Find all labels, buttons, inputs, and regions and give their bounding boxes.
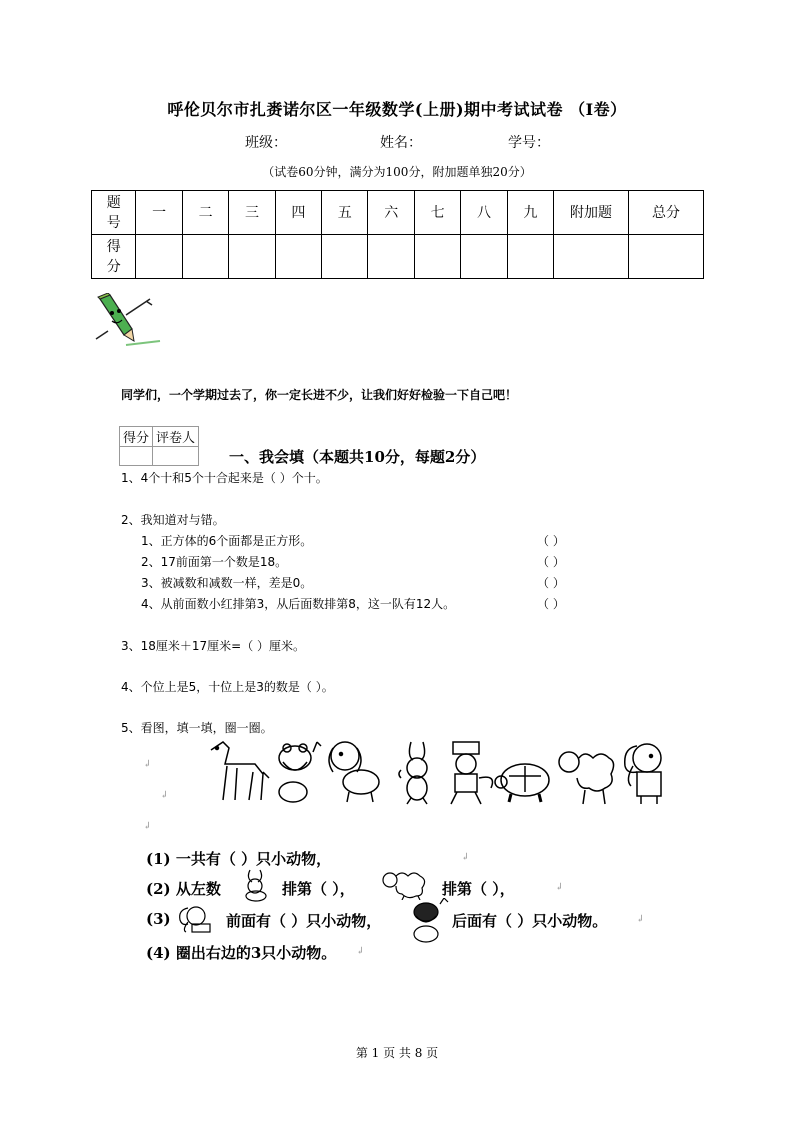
score-cell[interactable] (322, 235, 368, 279)
tf-answer-blank[interactable]: （ ） (537, 597, 565, 611)
score-cell[interactable] (629, 235, 704, 279)
dog-icon (329, 742, 379, 802)
tf-answer-blank[interactable]: （ ） (537, 555, 565, 569)
tf-item: 2、17前面第一个数是18。 (141, 555, 288, 569)
tf-item: 1、正方体的6个面都是正方形。 (141, 534, 313, 548)
question-5-sub-3b: 前面有（ ）只小动物， (226, 912, 382, 930)
score-cell[interactable] (414, 235, 460, 279)
return-mark-icon: ↲ (143, 821, 152, 832)
return-mark-icon: ↲ (555, 882, 564, 893)
score-cell[interactable] (229, 235, 275, 279)
question-5: 5、看图，填一填，圈一圈。 (121, 721, 273, 735)
score-cell[interactable] (275, 235, 321, 279)
page-title: 呼伦贝尔市扎赉诺尔区一年级数学(上册)期中考试试卷 （I卷） (167, 100, 627, 119)
score-table (91, 190, 704, 279)
column-header: 八 (461, 191, 507, 235)
tf-item: 4、从前面数小红排第3，从后面数排第8，这一队有12人。 (141, 597, 456, 611)
column-header: 二 (182, 191, 228, 235)
return-mark-icon: ↲ (143, 759, 152, 770)
grader-score-label: 得分 (120, 427, 153, 447)
question-5-sub-1: (1) 一共有（ ）只小动物， (146, 850, 332, 868)
question-5-sub-2c: 排第（ ）， (442, 880, 515, 898)
score-table-header-row (92, 191, 704, 235)
class-label: 班级： (245, 135, 287, 151)
question-5-sub-3a: (3) (146, 910, 171, 928)
question-5-sub-3c: 后面有（ ）只小动物。 (452, 912, 608, 930)
elephant-icon (625, 744, 661, 804)
row-label-question: 题 号 (92, 191, 136, 235)
return-mark-icon: ↲ (356, 946, 365, 957)
column-header: 一 (136, 191, 182, 235)
column-header: 六 (368, 191, 414, 235)
grader-score-cell[interactable] (120, 447, 153, 466)
pencil-mascot-icon (88, 293, 163, 351)
intro-text: 同学们，一个学期过去了，你一定长进不少，让我们好好检验一下自己吧！ (121, 388, 518, 402)
monkey-icon (451, 742, 493, 804)
question-3: 3、18厘米＋17厘米=（ ）厘米。 (121, 639, 306, 653)
question-5-sub-2b: 排第（ ）， (282, 880, 355, 898)
column-header: 总分 (629, 191, 704, 235)
animal-row (203, 738, 673, 808)
question-2: 2、我知道对与错。 (121, 513, 225, 527)
column-header: 七 (414, 191, 460, 235)
page-footer: 第 1 页 共 8 页 (355, 1046, 439, 1060)
question-4: 4、个位上是5，十位上是3的数是（ ）。 (121, 680, 334, 694)
row-label-score: 得 分 (92, 235, 136, 279)
question-5-sub-4: (4) 圈出右边的3只小动物。 (146, 944, 337, 962)
sheep-icon (559, 752, 614, 804)
name-label: 姓名： (380, 135, 422, 151)
elephant-icon (176, 902, 220, 934)
return-mark-icon: ↲ (636, 914, 645, 925)
score-cell[interactable] (461, 235, 507, 279)
column-header: 附加题 (554, 191, 629, 235)
sheep-icon (380, 866, 432, 900)
id-label: 学号： (508, 135, 550, 151)
score-cell[interactable] (507, 235, 553, 279)
column-header: 三 (229, 191, 275, 235)
question-1: 1、4个十和5个十合起来是（ ）个十。 (121, 471, 328, 485)
grader-name-cell[interactable] (153, 447, 199, 466)
tf-item: 3、被减数和减数一样，差是0。 (141, 576, 313, 590)
return-mark-icon: ↲ (461, 852, 470, 863)
score-cell[interactable] (554, 235, 629, 279)
rabbit-icon (236, 868, 276, 902)
tf-answer-blank[interactable]: （ ） (537, 534, 565, 548)
grader-box (119, 426, 199, 466)
grader-name-label: 评卷人 (153, 427, 199, 447)
column-header: 五 (322, 191, 368, 235)
return-mark-icon: ↲ (160, 790, 169, 801)
column-header: 九 (507, 191, 553, 235)
question-5-sub-2a: (2) 从左数 (146, 880, 221, 898)
frog-icon (404, 898, 450, 944)
horse-icon (211, 742, 269, 800)
tf-answer-blank[interactable]: （ ） (537, 576, 565, 590)
column-header: 四 (275, 191, 321, 235)
turtle-icon (495, 764, 549, 802)
section-title: 一、我会填（本题共10分，每题2分） (229, 448, 486, 466)
score-cell[interactable] (368, 235, 414, 279)
score-cell[interactable] (136, 235, 182, 279)
score-table-score-row (92, 235, 704, 279)
frog-icon (279, 742, 321, 802)
score-cell[interactable] (182, 235, 228, 279)
exam-note: （试卷60分钟，满分为100分，附加题单独20分） (262, 165, 532, 179)
rabbit-icon (399, 742, 427, 804)
